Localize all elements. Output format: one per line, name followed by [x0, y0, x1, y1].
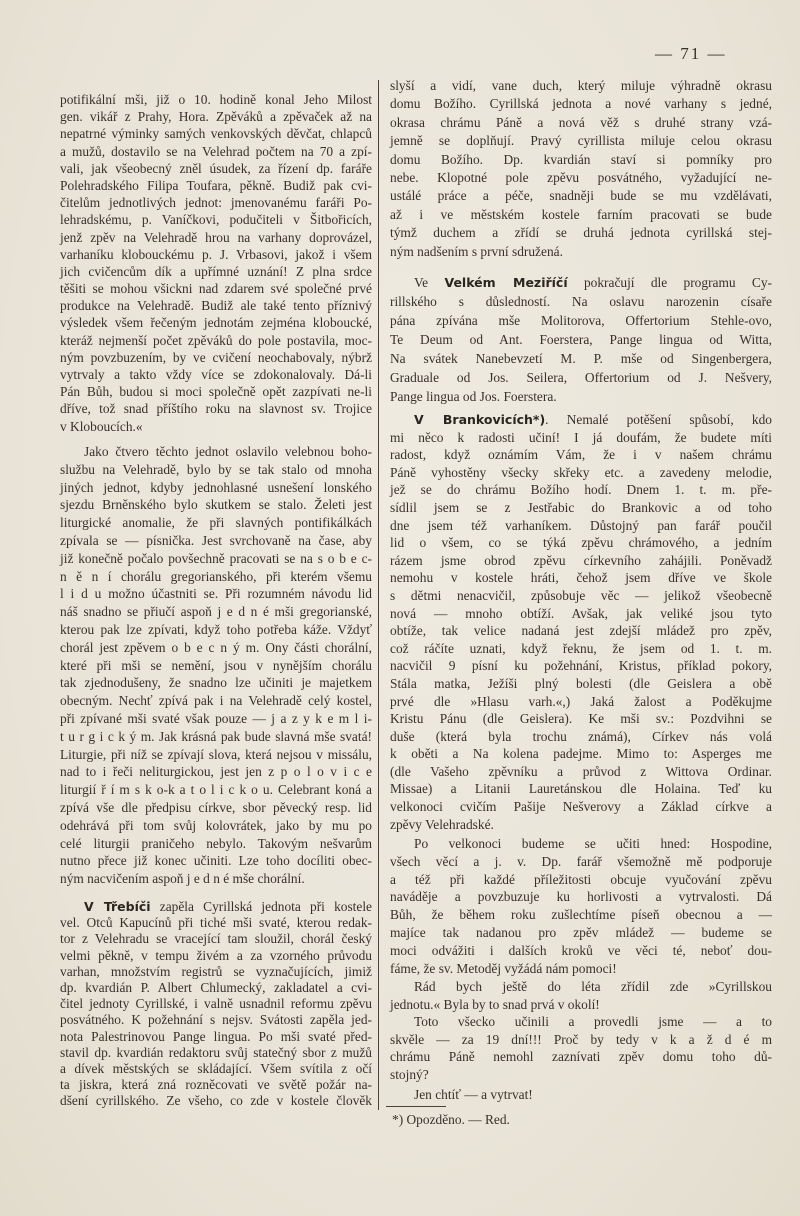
text-line: Graduale od Jos. Seilera, Offertorium od J. Nešvery, — [390, 370, 772, 385]
text-line: vali, jak všeobecný zněl úsudek, za řízení dp. faráře — [60, 160, 372, 176]
text-line: k oběti a Na kolena padejme. Mimo to: Asperges me — [390, 746, 772, 762]
text-line: Pange lingua od Jos. Foerstera. — [390, 389, 557, 404]
text-line: n ě n í chorálu gregorianského, při kterém všemu — [60, 568, 372, 584]
text-line: Missae) a Litanii Lauretánskou dle Holaina. Teď ku — [390, 781, 772, 797]
text-line: Po velkonoci budeme se učiti hned: Hospodine, — [414, 836, 772, 851]
text-line: domu Božího. Cyrillská jednota a nové varhany s jedné, — [390, 96, 772, 112]
text-line: chrámu Páně nemohl zaznívati zpěv domu toho dů- — [390, 1049, 772, 1065]
text-line: celé liturgii praničeho nebylo. Takovým nešvarům — [60, 835, 372, 851]
text-line: v Kloboucích.« — [60, 418, 143, 434]
text-line: velmi pěkně, v tempu živém a za vzorného průvodu — [60, 947, 372, 963]
text-line: s dětmi nenacvičil, způsobuje věc — jelikož všeobecně — [390, 587, 772, 603]
text-line: obtíže, tak velice nadaná jest zdejší mládež pro zpěv, — [390, 623, 772, 639]
text-line: dne jsem též varhaníkem. Důstojný pan farář poučil — [390, 517, 772, 533]
line-text: pokračují dle programu Cy- — [567, 275, 772, 290]
text-line — [390, 273, 772, 292]
text-line: týmž duchem a zřídí se druhá jednota cyrillská stej- — [390, 225, 772, 241]
text-line: varhaníku klobouckému p. J. Vrbasovi, jakož i všem — [60, 246, 372, 262]
text-line: lid o všem, co se týká zpěvu chrámového, a jedním — [390, 535, 772, 551]
paragraph — [390, 1013, 772, 1084]
text-line: jemně se doplňují. Pravý cyrillista miluje celou okrasu — [390, 133, 772, 149]
text-line: dříve, tož snad příštího roku na slavnost sv. Trojice — [60, 401, 372, 417]
text-line: které při mši se nemění, jsou v nynějším chorálu — [60, 657, 372, 673]
text-line: a dívek městských se skládající. Všem svítila z očí — [60, 1060, 372, 1076]
footnote-rule — [386, 1106, 446, 1107]
text-line: okrasa chrámu Páně a nová věž s druhé strany vzá- — [390, 114, 772, 130]
text-line: (dle Vašeho zpěvníku a průvod z Wittova Ordinar. — [390, 763, 772, 779]
text-line: a též při každé příležitosti obcuje vyučování zpěvu — [390, 871, 772, 887]
text-line: gen. vikář z Prahy, Hora. Zpěváků a zpěvaček až na — [60, 109, 372, 125]
text-line: všech věcí a j. v. Dp. farář všemožně mě podporuje — [390, 853, 772, 869]
place-heading: Velkém Meziříčí — [444, 275, 568, 290]
text-line: moci odvážiti i dalších kroků ve věci té, neboť dou- — [390, 942, 772, 958]
text-line: nebe. Klopotné pole zpěvu posvátného, vyžadující ne- — [390, 169, 772, 185]
paragraph — [390, 978, 772, 1014]
text-line: nová — mnoho obtíží. Avšak, jak veliké jsou tyto — [390, 605, 772, 621]
text-line: Jen chtíť — a vytrvat! — [414, 1087, 533, 1102]
text-line: již konečně počalo povšechně pracovati se na s o b e c- — [60, 550, 372, 566]
text-line: chorál jest zpěvem o b e c n ý m. Ony části chorální, — [60, 639, 372, 655]
text-line: těšiti se mohou všickni nad zdarem své společné prvé — [60, 281, 372, 297]
text-line: duše (která byla trochu známá), Církev nás volá — [390, 728, 772, 744]
text-line: nad to i řeči neliturgickou, jest jen z p o l o v i c e — [60, 764, 372, 780]
text-line: rillského s důsledností. Na oslavu narozenin císaře — [390, 294, 772, 309]
text-line: mi něco k radosti učiní! I já doufám, že budete míti — [390, 429, 772, 445]
text-line: sjezdu Brněnského bylo skutkem se stalo. Želeti jest — [60, 497, 372, 513]
text-line: Liturgie, při níž se zpívají slova, která nejsou v missálu, — [60, 746, 372, 762]
text-line: zpívá vše dle předpisu církve, sbor pěvecký resp. lid — [60, 799, 372, 815]
text-line: nacvičil 9 písní ku požehnání, Kristus, příklad pokory, — [390, 658, 772, 674]
text-line: obecným. Nechť zpívá pak i na Velehradě celý kostel, — [60, 693, 372, 709]
text-line: velkonoci cvičím Pašije Nešverovy a Základ církve a — [390, 799, 772, 815]
text-line: vel. Otců Kapucínů při tiché mši svaté, kterou redak- — [60, 915, 372, 931]
text-line: t u r g i c k ý m. Jak krásná pak bude slavná mše svatá! — [60, 728, 372, 744]
text-line: tor z Velehradu se vracející tam sloužil, chorál český — [60, 931, 372, 947]
text-line: jež se do chrámu Božího hodí. Dnem 1. t. m. pře- — [390, 482, 772, 498]
column-divider — [378, 80, 379, 1110]
text-line: potifikální mši, již o 10. hodině konal Jeho Milost — [60, 92, 372, 107]
text-line: rázem jsme obrod zpěvu církevního zahájili. Poněvadž — [390, 552, 772, 568]
text-line: čitelům jednotlivých jednot: jmenovanému faráři Po- — [60, 195, 372, 211]
text-line: slyší a vidí, vane duch, který miluje výhradně okrasu — [390, 78, 772, 93]
paragraph — [390, 77, 772, 261]
text-line: majíce tak nadanou pro zpěv mládež — budeme se — [390, 924, 772, 940]
place-heading: V Třebíči — [84, 899, 151, 914]
text-line: Kristu Pánu (dle Geislera). Ke mši sv.: Pozdvihni se — [390, 711, 772, 727]
paragraph — [60, 443, 372, 888]
text-line: dšení cyrillského. Ze všeho, co zde v kostele člověk — [60, 1093, 372, 1109]
text-line: Jako čtvero těchto jednot oslavilo velebnou boho- — [84, 444, 372, 459]
text-line: kteráž nejmenší počet zpěváků do pole postavila, moc- — [60, 332, 372, 348]
text-line: při zpívané mši svaté však pouze — j a z y k e m l i- — [60, 710, 372, 726]
text-line: radost, když oznámím Vám, že i v našem chrámu — [390, 447, 772, 463]
line-text: zapěla Cyrillská jednota při kostele — [150, 899, 373, 914]
text-line: Páně vyhostěny všecky skřeky etc. a zavedeny melodie, — [390, 464, 772, 480]
text-line: jenž zpěv na Velehradě hrou na varhany doprovázel, — [60, 229, 372, 245]
text-line: náš snadno se přiučí aspoň j e d n é mši gregorianské, — [60, 604, 372, 620]
page-number: — 71 — — [655, 44, 727, 63]
text-line: nutno přece již konec učiniti. Lze toho docíliti obec- — [60, 853, 372, 869]
text-line: naváděje a povzbuzuje ku horlivosti a vytrvalosti. Dá — [390, 889, 772, 905]
text-line: zpěvy Velehradské. — [390, 816, 494, 832]
text-line: Te Deum od Ant. Foerstera, Pange lingua od Witta, — [390, 332, 772, 347]
text-line: stojný? — [390, 1067, 429, 1083]
text-line: ustálé práce a péče, snadněji bude se mu vzdělávati, — [390, 188, 772, 204]
text-line: prvé dle »Hlasu varh.«,) Jaká žalost a Poděkujme — [390, 693, 772, 709]
text-line: odehrává při tom svůj kolovrátek, jako by mu po — [60, 817, 372, 833]
text-line: Polehradského Filipa Toufara, pěkně. Budiž pak cvi- — [60, 177, 372, 193]
text-line: Rád bych ještě do léta zřídil zde »Cyrillskou — [414, 979, 772, 994]
text-line: jednotu.« Byla by to snad prvá v okolí! — [390, 996, 600, 1012]
footnote: *) Opozděno. — Red. — [392, 1112, 510, 1127]
text-line: Stála matka, Ježíši plný bolesti (dle Geislera a obě — [390, 675, 772, 691]
text-line: sídlil jsem se z Jestřabic do Brankovic a od toho — [390, 499, 772, 515]
text-line: zpívala se — písnička. Jest svrchovaně na čase, aby — [60, 532, 372, 548]
text-line: l i d u možno účastniti se. Při rozumném návodu lid — [60, 586, 372, 602]
text-line: nota Palestrinovou Pange lingua. Po mši svaté před- — [60, 1028, 372, 1044]
text-line: službu na Velehradě, bylo by se tak stalo od mnoha — [60, 461, 372, 477]
text-line: lehradskému, p. Vaníčkovi, podučiteli v Šitbořicích, — [60, 212, 372, 228]
line-text: . Nemalé potěšení spůsobí, kdo — [545, 412, 772, 427]
text-line: pána zpívána mše Molitorova, Offertorium Stehle-ovo, — [390, 313, 772, 328]
text-line: varhan, množstvím registrů se vyznačujících, jimiž — [60, 963, 372, 979]
text-line: nemohu v kostele hráti, čehož jsem dříve ve škole — [390, 570, 772, 586]
text-line: Bůh, že během roku zušlechtíme píseň obecnou a — — [390, 907, 772, 923]
text-line: až i ve městském kostele farním pracovati se bude — [390, 206, 772, 222]
text-line: jich cvičencům dík a upřímné uznání! Z plna srdce — [60, 263, 372, 279]
text-line: stavil dp. kvardián redaktoru svůj statečný sbor z mužů — [60, 1044, 372, 1060]
place-heading: V Brankovicích*) — [414, 412, 546, 427]
lead-prefix: Ve — [414, 275, 445, 290]
text-line: fáme, že sv. Metoděj vyžádá nám pomoci! — [390, 960, 617, 976]
paragraph — [390, 411, 772, 833]
text-line: jiných jednot, kdyby jednohlasné usnešení lonského — [60, 479, 372, 495]
text-line: vytrvaly a takto vždy více se zdokonalovaly. Dá-li — [60, 367, 372, 382]
text-line: ným nadšením s první sdružená. — [390, 243, 563, 259]
text-line: což ráčíte uznati, když řeknu, že jsem od 1. t. m. — [390, 640, 772, 656]
text-line: liturgické anomalie, že při slavných pontifikálkách — [60, 515, 372, 531]
text-line: produkce na Velehradě. Budiž ale také tento příznivý — [60, 298, 372, 314]
text-line: ným povzbuzením, by ve cvičení neochabovaly, nýbrž — [60, 349, 372, 365]
text-line: nepatrné výminky samých venkovských děvčat, chlapců — [60, 126, 372, 142]
text-line: Na svátek Nanebevzetí M. P. mše od Singenbergera, — [390, 351, 772, 366]
paragraph — [390, 1086, 772, 1104]
text-line: tak zjednodušeny, že snadno lze učiniti je majetkem — [60, 675, 372, 691]
text-line: posvátného. K požehnání s nejsv. Svátosti zapěla jed- — [60, 1012, 372, 1028]
text-line — [60, 899, 372, 915]
text-line: domu Božího. Dp. kvardián staví si pomníky pro — [390, 151, 772, 167]
paragraph — [390, 835, 772, 977]
text-line: ta jiskra, která zná rozněcovati ve světě požár na- — [60, 1077, 372, 1093]
text-line: skvěle — za 19 dní!!! Proč by tedy v k a ž d é m — [390, 1031, 772, 1047]
paragraph — [60, 91, 372, 435]
paragraph — [60, 899, 372, 1109]
text-line: ným nacvičením aspoň j e d n é mše chorální. — [60, 871, 305, 887]
text-line: dp. kvardián P. Albert Chlumecký, zakladatel a cvi- — [60, 979, 372, 995]
text-line: čitel jednoty Cyrillské, i valně usnadnil reformu zpěvu — [60, 996, 372, 1012]
text-line: kterou pak lze zpívati, když toho potřeba káže. Vždyť — [60, 621, 372, 637]
text-line — [390, 411, 772, 429]
text-line: liturgií ř í m s k o-k a t o l i c k o u. Celebrant koná a — [60, 782, 372, 798]
text-line: Pán Bůh, budou si moci společně opět zazpívati ne-li — [60, 384, 372, 400]
paragraph — [390, 273, 772, 406]
text-line: a mužů, dostavilo se na Velehrad počtem na 70 a zpí- — [60, 143, 372, 159]
text-line: výsledek všem řečeným jednotám zejména kloboucké, — [60, 315, 372, 331]
text-line: Toto všecko učinili a provedli jsme — a to — [414, 1014, 772, 1029]
